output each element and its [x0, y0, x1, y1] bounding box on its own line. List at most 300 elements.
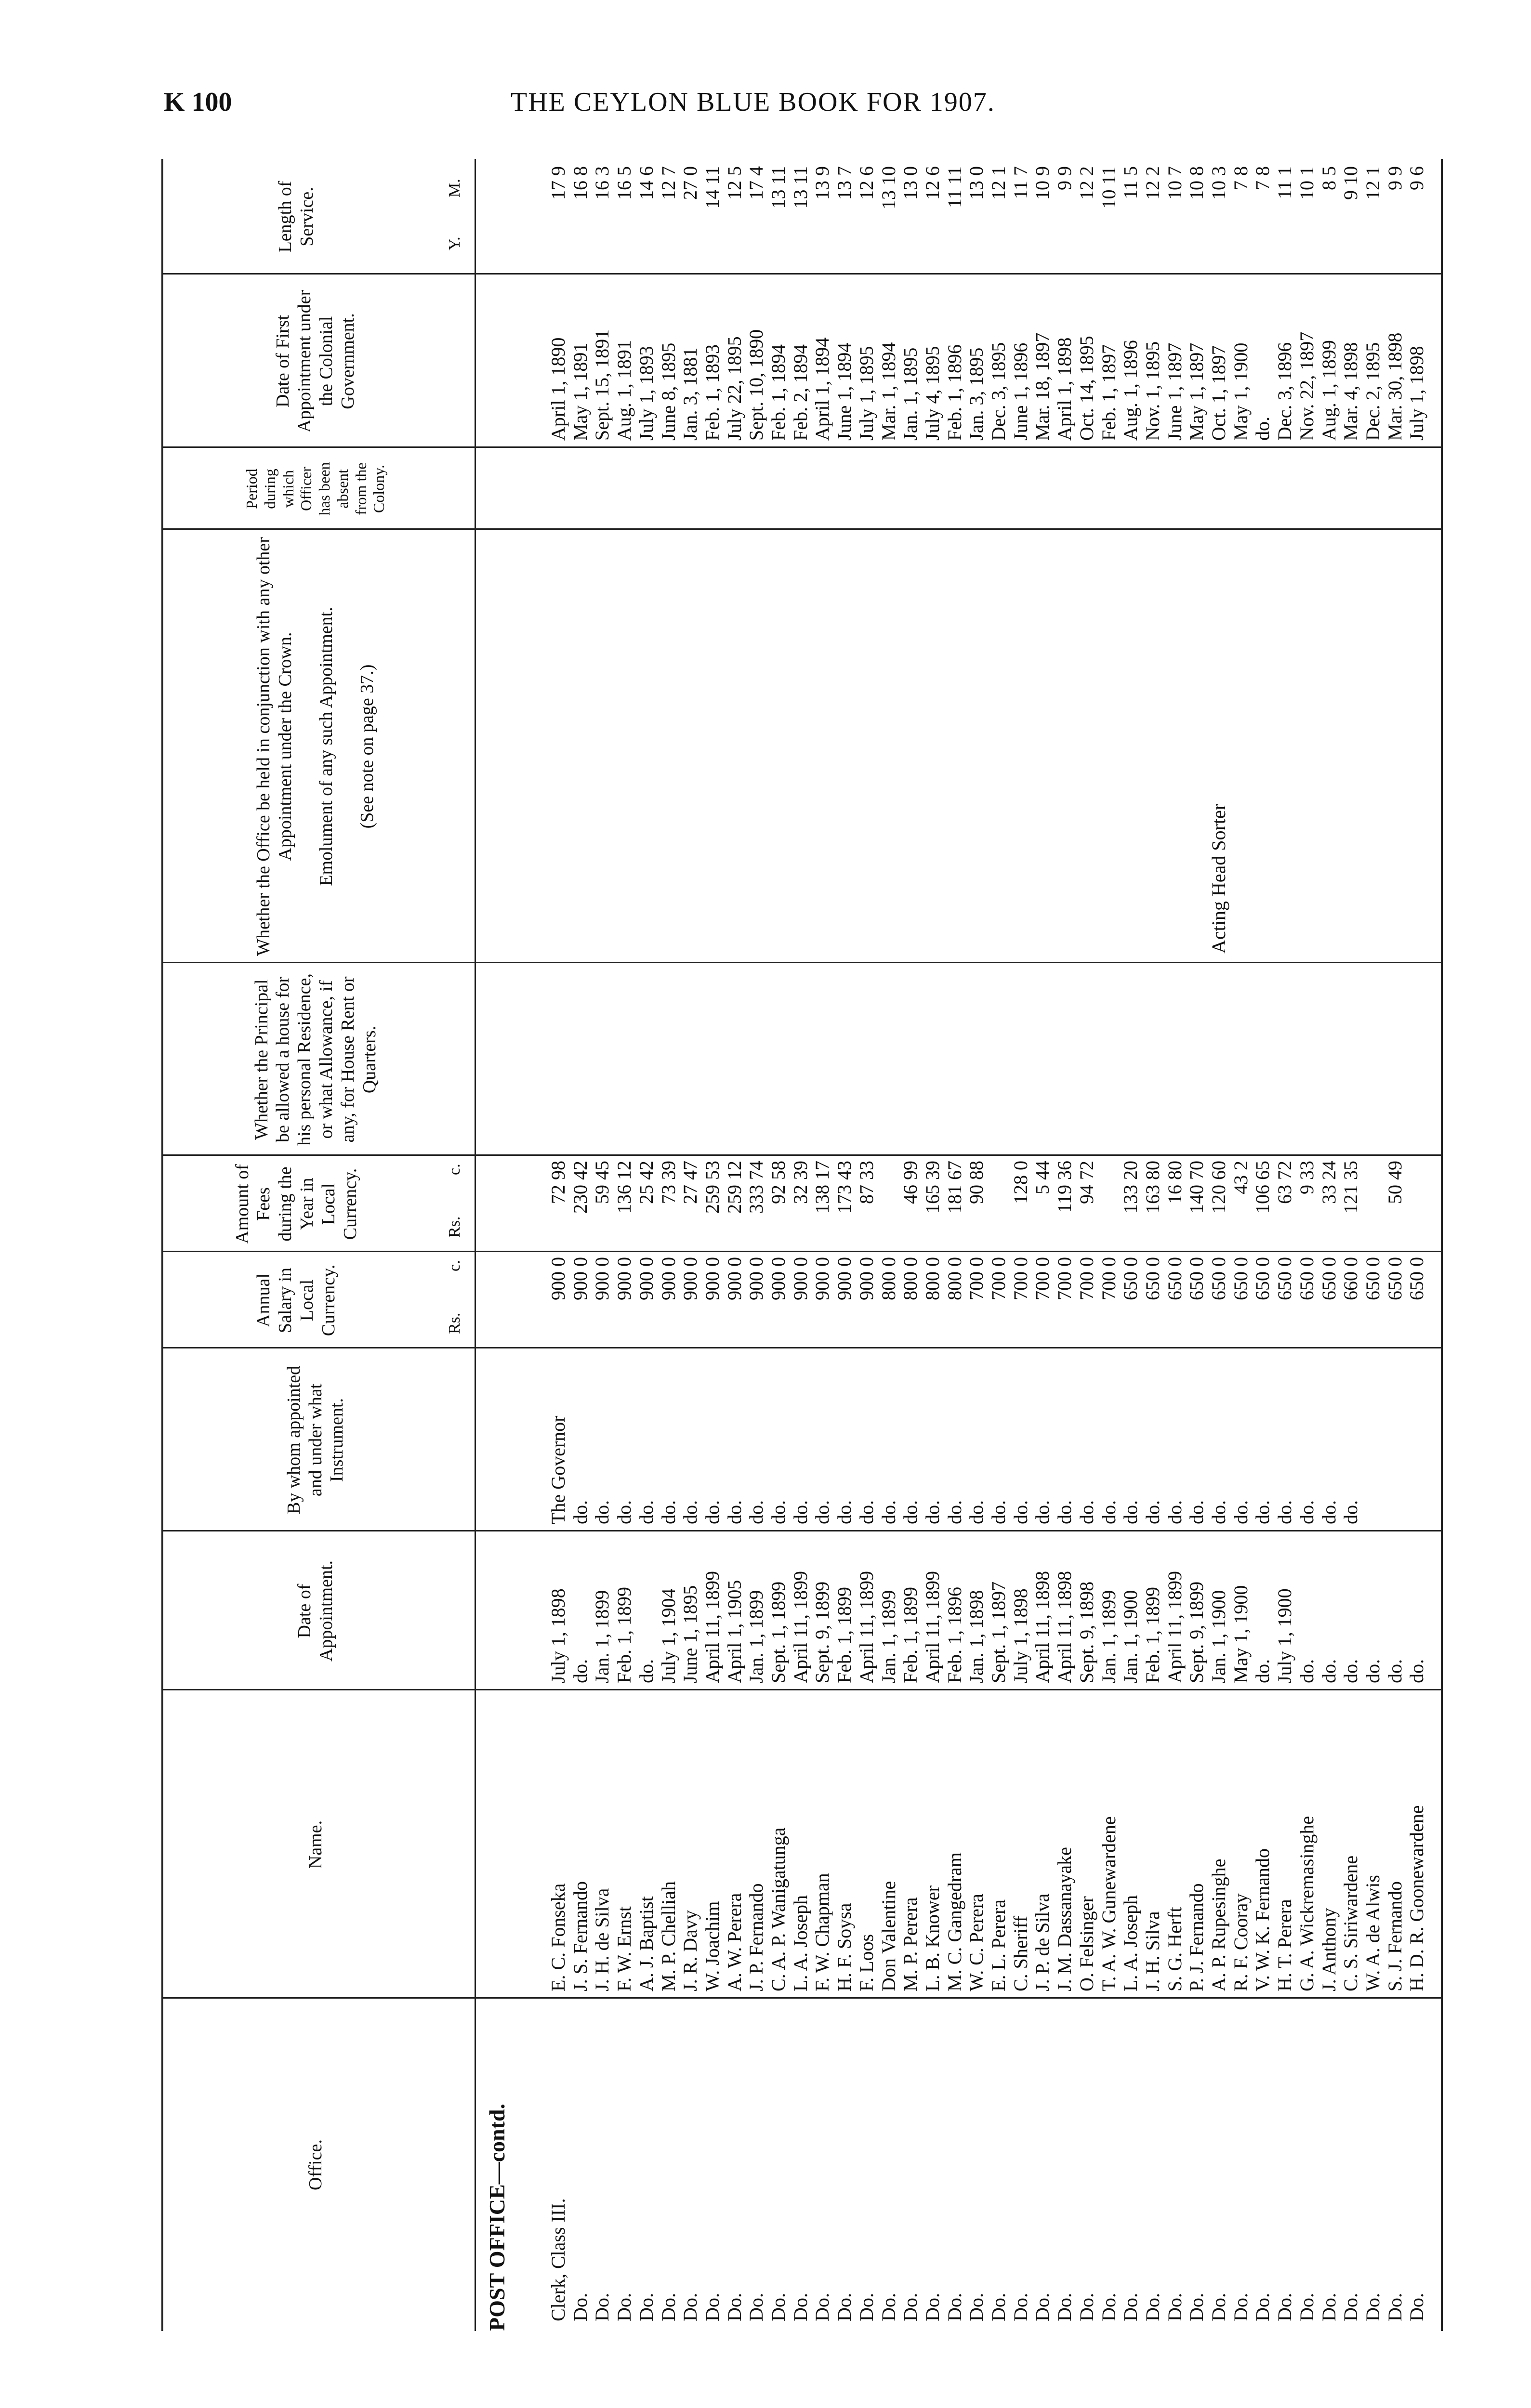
cell-date: Feb. 1, 1899	[1141, 1587, 1163, 1683]
cell-by-whom: do.	[988, 1500, 1009, 1524]
cell-date: Jan. 1, 1900	[1120, 1590, 1142, 1683]
header-other-office-1: Whether the Office be held in conjunction with any other Appointment under the Crown.	[253, 537, 296, 956]
cell-service: 14 6	[635, 166, 657, 200]
cell-by-whom: do.	[679, 1500, 701, 1524]
cell-name: P. J. Fernando	[1186, 1883, 1208, 1991]
cell-name: H. F. Soysa	[833, 1903, 856, 1991]
page-number: K 100	[164, 87, 232, 117]
cell-name: C. A. P. Wanigatunga	[767, 1827, 789, 1991]
cell-office: Do.	[657, 2293, 679, 2321]
cell-fees: 119 36	[1054, 1161, 1076, 1213]
cell-office: Do.	[1163, 2293, 1186, 2321]
cell-office: Do.	[767, 2293, 789, 2321]
cell-fees: 94 72	[1075, 1161, 1097, 1204]
header-other-office-3: (See note on page 37.)	[356, 664, 377, 829]
cell-date: do.	[1252, 1659, 1274, 1683]
cell-office: Do.	[789, 2293, 811, 2321]
cell-salary: 650 0	[1384, 1257, 1406, 1300]
header-other-office-2: Emolument of any such Appointment.	[316, 607, 336, 886]
cell-by-whom: do.	[745, 1500, 767, 1524]
cell-salary: 650 0	[1229, 1257, 1252, 1300]
cell-fees: 5 44	[1031, 1161, 1054, 1194]
cell-service: 12 2	[1141, 166, 1163, 200]
cell-name: H. T. Perera	[1274, 1899, 1296, 1991]
cell-name: V. W. K. Fernando	[1252, 1848, 1274, 1991]
cell-office: Do.	[1340, 2293, 1362, 2321]
cell-name: M. C. Gangedram	[943, 1852, 965, 1991]
cell-fees: 73 39	[657, 1161, 679, 1204]
cell-date: do.	[1361, 1659, 1384, 1683]
cell-by-whom: do.	[943, 1500, 965, 1524]
cell-first-appt: July 1, 1895	[855, 346, 877, 441]
cell-office: Do.	[943, 2293, 965, 2321]
cell-name: L. A. Joseph	[789, 1895, 811, 1991]
cell-first-appt: Mar. 30, 1898	[1384, 332, 1406, 441]
cell-name: W. C. Perera	[965, 1894, 988, 1991]
cell-fees: 32 39	[789, 1161, 811, 1204]
cell-by-whom: do.	[877, 1500, 899, 1524]
cell-fees: 92 58	[767, 1161, 789, 1204]
cell-first-appt: Oct. 1, 1897	[1208, 345, 1229, 441]
cell-office: Do.	[679, 2293, 701, 2321]
cell-date: July 1, 1898	[1009, 1588, 1031, 1683]
header-date: Date of Appointment.	[294, 1560, 336, 1662]
cell-salary: 700 0	[1031, 1257, 1054, 1300]
cell-name: L. B. Knower	[921, 1885, 943, 1991]
cell-name: C. Sheriff	[1009, 1915, 1031, 1991]
cell-office: Do.	[1031, 2293, 1054, 2321]
cell-office: Do.	[811, 2293, 833, 2321]
cell-date: do.	[569, 1659, 591, 1683]
cell-fees: 230 42	[569, 1161, 591, 1214]
header-fees: Amount of Fees during the Year in Local Currency.	[232, 1164, 360, 1244]
cell-first-appt: Feb. 2, 1894	[789, 344, 811, 441]
cell-fees: 90 88	[965, 1161, 988, 1204]
cell-service: 11 1	[1274, 166, 1296, 199]
cell-service: 13 7	[833, 166, 856, 200]
cell-by-whom: do.	[635, 1500, 657, 1524]
cell-name: F. W. Ernst	[613, 1906, 635, 1991]
cell-office: Do.	[1097, 2293, 1120, 2321]
service-y: Y.	[446, 236, 463, 250]
cell-office: Do.	[1141, 2293, 1163, 2321]
cell-office: Do.	[988, 2293, 1009, 2321]
cell-date: Jan. 1, 1900	[1208, 1590, 1229, 1683]
cell-by-whom: do.	[1097, 1500, 1120, 1524]
cell-first-appt: Jan. 3, 1881	[679, 347, 701, 441]
cell-by-whom: do.	[591, 1500, 613, 1524]
cell-salary: 650 0	[1406, 1257, 1428, 1300]
cell-salary: 900 0	[745, 1257, 767, 1300]
cell-name: F. W. Chapman	[811, 1873, 833, 1991]
cell-service: 12 1	[1361, 166, 1384, 200]
cell-by-whom: do.	[1274, 1500, 1296, 1524]
cell-service: 16 5	[613, 166, 635, 200]
cell-office: Do.	[1361, 2293, 1384, 2321]
cell-service: 10 11	[1097, 166, 1120, 209]
cell-fees: 43 2	[1229, 1161, 1252, 1194]
cell-office: Do.	[701, 2293, 723, 2321]
cell-by-whom: do.	[1318, 1500, 1340, 1524]
cell-office: Do.	[899, 2293, 922, 2321]
cell-by-whom: do.	[833, 1500, 856, 1524]
cell-date: April 11, 1899	[855, 1571, 877, 1683]
fees-c: c.	[446, 1164, 463, 1175]
cell-salary: 900 0	[679, 1257, 701, 1300]
cell-first-appt: June 1, 1894	[833, 342, 856, 441]
cell-date: April 1, 1905	[723, 1580, 745, 1683]
cell-service: 10 3	[1208, 166, 1229, 200]
cell-office: Do.	[833, 2293, 856, 2321]
cell-service: 10 7	[1163, 166, 1186, 200]
cell-by-whom: do.	[701, 1500, 723, 1524]
cell-salary: 900 0	[701, 1257, 723, 1300]
cell-service: 17 9	[547, 166, 569, 200]
cell-by-whom: do.	[657, 1500, 679, 1524]
cell-first-appt: Aug. 1, 1899	[1318, 340, 1340, 441]
cell-first-appt: June 8, 1895	[657, 342, 679, 441]
cell-service: 9 9	[1384, 166, 1406, 190]
cell-office: Do.	[965, 2293, 988, 2321]
cell-date: Jan. 1, 1899	[591, 1590, 613, 1683]
cell-salary: 650 0	[1120, 1257, 1142, 1300]
cell-name: E. C. Fonseka	[547, 1883, 569, 1991]
cell-name: W. A. de Alwis	[1361, 1875, 1384, 1991]
cell-by-whom: do.	[569, 1500, 591, 1524]
cell-salary: 800 0	[877, 1257, 899, 1300]
cell-salary: 900 0	[635, 1257, 657, 1300]
cell-office: Do.	[1208, 2293, 1229, 2321]
cell-date: Jan. 1, 1899	[745, 1590, 767, 1683]
header-by-whom: By whom appointed and under what Instrument.	[283, 1365, 347, 1515]
cell-name: J. H. Silva	[1141, 1911, 1163, 1991]
cell-salary: 900 0	[723, 1257, 745, 1300]
salary-rs: Rs.	[446, 1312, 463, 1334]
cell-salary: 660 0	[1340, 1257, 1362, 1300]
rotated-ledger-stage	[161, 159, 1443, 2331]
cell-salary: 900 0	[833, 1257, 856, 1300]
cell-fees: 173 43	[833, 1161, 856, 1214]
cell-by-whom: do.	[1075, 1500, 1097, 1524]
cell-name: J. H. de Silva	[591, 1888, 613, 1991]
cell-salary: 900 0	[613, 1257, 635, 1300]
cell-office: Do.	[1009, 2293, 1031, 2321]
cell-office: Do.	[1295, 2293, 1318, 2321]
cell-date: Feb. 1, 1899	[899, 1587, 922, 1683]
cell-salary: 700 0	[1097, 1257, 1120, 1300]
cell-fees: 121 35	[1340, 1161, 1362, 1214]
cell-first-appt: Dec. 3, 1896	[1274, 342, 1296, 441]
cell-name: A. P. Rupesinghe	[1208, 1858, 1229, 1991]
cell-salary: 900 0	[767, 1257, 789, 1300]
cell-service: 12 7	[657, 166, 679, 200]
cell-name: C. S. Siriwardene	[1340, 1855, 1362, 1991]
cell-date: April 11, 1899	[789, 1571, 811, 1683]
cell-by-whom: do.	[613, 1500, 635, 1524]
cell-service: 12 5	[723, 166, 745, 200]
cell-by-whom: do.	[1252, 1500, 1274, 1524]
cell-date: Feb. 1, 1899	[833, 1587, 856, 1683]
cell-first-appt: April 1, 1890	[547, 337, 569, 441]
cell-first-appt: Jan. 1, 1895	[899, 347, 922, 441]
cell-service: 13 9	[811, 166, 833, 200]
cell-date: Jan. 1, 1899	[1097, 1590, 1120, 1683]
cell-fees: 106 65	[1252, 1161, 1274, 1214]
cell-by-whom: The Governor	[547, 1415, 569, 1524]
cell-first-appt: Sept. 15, 1891	[591, 329, 613, 441]
cell-by-whom: do.	[1186, 1500, 1208, 1524]
cell-fees: 50 49	[1384, 1161, 1406, 1204]
cell-date: Sept. 1, 1897	[988, 1581, 1009, 1683]
cell-salary: 650 0	[1163, 1257, 1186, 1300]
header-name: Name.	[305, 1820, 326, 1869]
cell-by-whom: do.	[1141, 1500, 1163, 1524]
cell-date: April 11, 1899	[921, 1571, 943, 1683]
cell-salary: 700 0	[988, 1257, 1009, 1300]
cell-fees: 181 67	[943, 1161, 965, 1214]
cell-by-whom: do.	[1229, 1500, 1252, 1524]
cell-by-whom: do.	[1031, 1500, 1054, 1524]
cell-date: April 11, 1898	[1031, 1571, 1054, 1683]
cell-fees: 9 33	[1295, 1161, 1318, 1194]
cell-service: 17 4	[745, 166, 767, 200]
cell-name: O. Felsinger	[1075, 1896, 1097, 1991]
cell-date: Feb. 1, 1896	[943, 1587, 965, 1683]
cell-name: J. M. Dassanayake	[1054, 1847, 1076, 1991]
cell-name: H. D. R. Goonewardene	[1406, 1805, 1428, 1991]
col-house	[161, 963, 1443, 1156]
cell-date: Feb. 1, 1899	[613, 1587, 635, 1683]
cell-first-appt: April 1, 1894	[811, 337, 833, 441]
cell-service: 10 1	[1295, 166, 1318, 200]
cell-office: Do.	[1054, 2293, 1076, 2321]
cell-by-whom: do.	[767, 1500, 789, 1524]
cell-name: S. J. Fernando	[1384, 1881, 1406, 1991]
cell-office: Do.	[855, 2293, 877, 2321]
cell-name: G. A. Wickremasinghe	[1295, 1816, 1318, 1991]
cell-by-whom: do.	[1120, 1500, 1142, 1524]
cell-first-appt: Dec. 2, 1895	[1361, 342, 1384, 441]
cell-name: S. G. Herft	[1163, 1907, 1186, 1991]
cell-by-whom: do.	[811, 1500, 833, 1524]
cell-office: Do.	[723, 2293, 745, 2321]
cell-service: 11 11	[943, 166, 965, 209]
cell-salary: 900 0	[811, 1257, 833, 1300]
cell-service: 12 6	[855, 166, 877, 200]
cell-name: R. F. Cooray	[1229, 1893, 1252, 1991]
cell-date: April 11, 1898	[1054, 1571, 1076, 1683]
cell-date: May 1, 1900	[1229, 1585, 1252, 1683]
cell-fees: 259 12	[723, 1161, 745, 1214]
cell-name: F. Loos	[855, 1934, 877, 1991]
cell-by-whom: do.	[855, 1500, 877, 1524]
cell-first-appt: April 1, 1898	[1054, 337, 1076, 441]
cell-service: 27 0	[679, 166, 701, 200]
cell-salary: 900 0	[789, 1257, 811, 1300]
cell-by-whom: do.	[1295, 1500, 1318, 1524]
cell-first-appt: Aug. 1, 1891	[613, 340, 635, 441]
cell-fees: 163 80	[1141, 1161, 1163, 1214]
cell-name: J. R. Davy	[679, 1910, 701, 1991]
cell-salary: 800 0	[921, 1257, 943, 1300]
cell-fees: 33 24	[1318, 1161, 1340, 1204]
cell-salary: 900 0	[591, 1257, 613, 1300]
cell-salary: 800 0	[899, 1257, 922, 1300]
cell-date: do.	[1295, 1659, 1318, 1683]
cell-by-whom: do.	[1163, 1500, 1186, 1524]
header-office: Office.	[305, 2139, 326, 2190]
cell-office: Do.	[877, 2293, 899, 2321]
cell-service: 9 6	[1406, 166, 1428, 190]
cell-office: Do.	[1318, 2293, 1340, 2321]
cell-salary: 700 0	[965, 1257, 988, 1300]
col-absent	[161, 448, 1443, 530]
cell-date: July 1, 1900	[1274, 1588, 1296, 1683]
cell-first-appt: July 1, 1898	[1406, 346, 1428, 441]
cell-first-appt: Feb. 1, 1896	[943, 344, 965, 441]
cell-fees: 46 99	[899, 1161, 922, 1204]
cell-first-appt: Sept. 10, 1890	[745, 329, 767, 441]
cell-by-whom: do.	[789, 1500, 811, 1524]
cell-first-appt: Nov. 1, 1895	[1141, 341, 1163, 441]
header-first-appointment: Date of First Appointment under the Colonial Government.	[273, 289, 358, 433]
cell-date: do.	[1340, 1659, 1362, 1683]
cell-date: April 11, 1899	[701, 1571, 723, 1683]
cell-by-whom: do.	[723, 1500, 745, 1524]
cell-name: M. P. Perera	[899, 1897, 922, 1991]
cell-office: Do.	[1120, 2293, 1142, 2321]
cell-first-appt: Jan. 3, 1895	[965, 347, 988, 441]
cell-by-whom: do.	[1340, 1500, 1362, 1524]
cell-date: Jan. 1, 1898	[965, 1590, 988, 1683]
cell-office: Do.	[1252, 2293, 1274, 2321]
cell-fees: 133 20	[1120, 1161, 1142, 1214]
cell-service: 16 3	[591, 166, 613, 200]
cell-date: Sept. 9, 1899	[1186, 1581, 1208, 1683]
cell-fees: 333 74	[745, 1161, 767, 1214]
cell-date: June 1, 1895	[679, 1585, 701, 1683]
header-house: Whether the Principal be allowed a house for his personal Residence, or what Allowance, if any, for House Rent or Quarters.	[251, 973, 380, 1146]
ledger-table	[161, 159, 1443, 2331]
cell-service: 12 1	[988, 166, 1009, 200]
cell-fees: 140 70	[1186, 1161, 1208, 1214]
cell-service: 9 10	[1340, 166, 1362, 200]
cell-name: T. A. W. Gunewardene	[1097, 1816, 1120, 1991]
cell-date: July 1, 1898	[547, 1588, 569, 1683]
cell-service: 9 9	[1054, 166, 1076, 190]
cell-first-appt: July 1, 1893	[635, 346, 657, 441]
cell-fees: 128 0	[1009, 1161, 1031, 1204]
cell-service: 13 11	[789, 166, 811, 209]
cell-date: do.	[635, 1659, 657, 1683]
cell-salary: 900 0	[569, 1257, 591, 1300]
cell-fees: 72 98	[547, 1161, 569, 1204]
cell-office: Do.	[1406, 2293, 1428, 2321]
cell-by-whom: do.	[1009, 1500, 1031, 1524]
header-other-office	[161, 530, 470, 963]
cell-date: do.	[1384, 1659, 1406, 1683]
cell-salary: 650 0	[1295, 1257, 1318, 1300]
cell-salary: 900 0	[547, 1257, 569, 1300]
cell-date: Jan. 1, 1899	[877, 1590, 899, 1683]
cell-name: A. W. Perera	[723, 1893, 745, 1991]
cell-first-appt: June 1, 1897	[1163, 342, 1186, 441]
cell-fees: 27 47	[679, 1161, 701, 1204]
cell-service: 13 0	[965, 166, 988, 200]
cell-name: J. Anthony	[1318, 1908, 1340, 1991]
cell-service: 13 10	[877, 166, 899, 209]
cell-name: J. P. de Silva	[1031, 1893, 1054, 1991]
cell-name: J. P. Fernando	[745, 1883, 767, 1991]
cell-name: Don Valentine	[877, 1881, 899, 1991]
cell-salary: 700 0	[1075, 1257, 1097, 1300]
cell-first-appt: Nov. 22, 1897	[1295, 331, 1318, 441]
cell-fees: 16 80	[1163, 1161, 1186, 1204]
cell-first-appt: Aug. 1, 1896	[1120, 340, 1142, 441]
cell-salary: 900 0	[855, 1257, 877, 1300]
cell-fees: 59 45	[591, 1161, 613, 1204]
cell-office: Do.	[1384, 2293, 1406, 2321]
cell-name: L. A. Joseph	[1120, 1895, 1142, 1991]
col-other-office	[161, 530, 1443, 963]
cell-first-appt: Oct. 14, 1895	[1075, 336, 1097, 441]
cell-office: Do.	[569, 2293, 591, 2321]
cell-first-appt: do.	[1252, 417, 1274, 441]
cell-first-appt: May 1, 1891	[569, 342, 591, 441]
cell-service: 13 0	[899, 166, 922, 200]
cell-service: 10 9	[1031, 166, 1054, 200]
cell-office: Clerk, Class III.	[547, 2198, 569, 2321]
cell-salary: 650 0	[1361, 1257, 1384, 1300]
cell-service: 11 7	[1009, 166, 1031, 199]
cell-first-appt: Mar. 18, 1897	[1031, 332, 1054, 441]
cell-date: Sept. 9, 1898	[1075, 1581, 1097, 1683]
cell-name: A. J. Baptist	[635, 1896, 657, 1991]
cell-office: Do.	[1075, 2293, 1097, 2321]
cell-first-appt: Feb. 1, 1897	[1097, 344, 1120, 441]
cell-service: 10 8	[1186, 166, 1208, 200]
cell-by-whom: do.	[921, 1500, 943, 1524]
cell-date: do.	[1406, 1659, 1428, 1683]
cell-fees: 136 12	[613, 1161, 635, 1214]
cell-fees: 63 72	[1274, 1161, 1296, 1204]
cell-name: M. P. Chelliah	[657, 1881, 679, 1991]
cell-first-appt: May 1, 1897	[1186, 342, 1208, 441]
cell-fees: 138 17	[811, 1161, 833, 1214]
cell-fees: 259 53	[701, 1161, 723, 1214]
cell-salary: 650 0	[1141, 1257, 1163, 1300]
cell-name: J. S. Fernando	[569, 1881, 591, 1991]
cell-service: 14 11	[701, 166, 723, 209]
cell-date: Sept. 9, 1899	[811, 1581, 833, 1683]
cell-first-appt: Mar. 4, 1898	[1340, 342, 1362, 441]
cell-first-appt: May 1, 1900	[1229, 342, 1252, 441]
header-service: Length of Service.	[275, 181, 317, 253]
cell-office: Do.	[1274, 2293, 1296, 2321]
service-m: M.	[446, 179, 463, 197]
section-title: POST OFFICE—contd.	[485, 2104, 509, 2331]
cell-salary: 650 0	[1252, 1257, 1274, 1300]
cell-by-whom: do.	[965, 1500, 988, 1524]
cell-first-appt: June 1, 1896	[1009, 342, 1031, 441]
fees-rs: Rs.	[446, 1216, 463, 1238]
cell-first-appt: Feb. 1, 1894	[767, 344, 789, 441]
cell-salary: 900 0	[657, 1257, 679, 1300]
cell-salary: 650 0	[1208, 1257, 1229, 1300]
cell-office: Do.	[591, 2293, 613, 2321]
cell-by-whom: do.	[899, 1500, 922, 1524]
cell-office: Do.	[613, 2293, 635, 2321]
